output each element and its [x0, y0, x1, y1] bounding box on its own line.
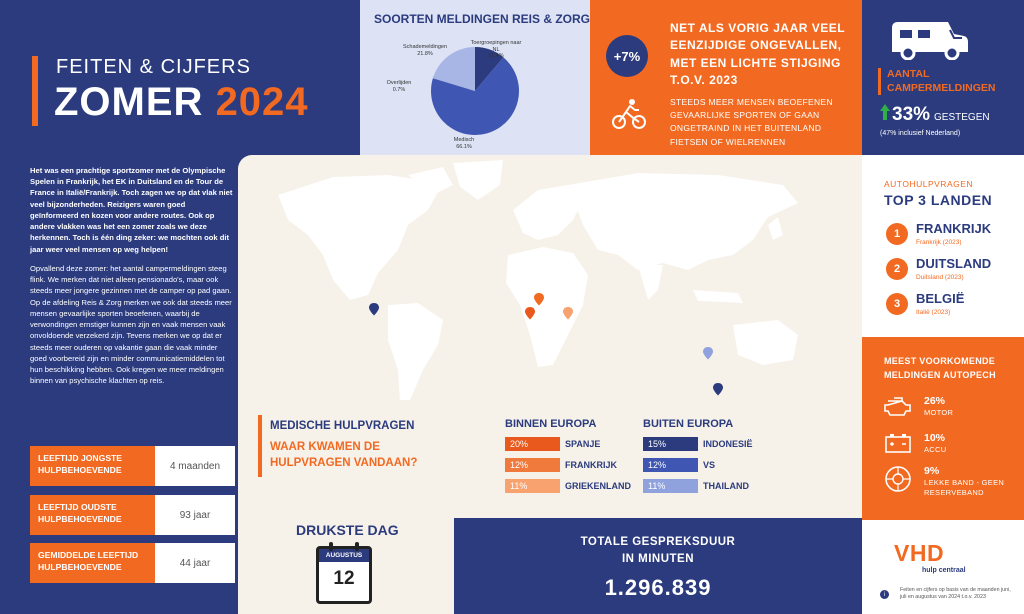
outside-pct-bar: 12%: [643, 458, 698, 472]
outside-country: VS: [703, 459, 716, 470]
outside-pct-bar: 15%: [643, 437, 698, 451]
intro-normal: Opvallend deze zomer: het aantal campermeldingen steeg flink. We merken dat niet alleen pensionado's, maar ook steeds meer jongere gezinnen met de camper op pad gaan. Op de afdeling Reis & Zorg merken we ook dat steeds meer mensen gevaarlijke sporten beoefenen, waarbij de verwondingen ernstiger kunnen zijn en vaak mensen vaak onvoldoende verzekerd zijn. Tevens merken we op dat er steeds meer ouderen op vakantie gaan die vaak minder goed voorbereid zijn en minder communicatiemiddelen tot hun beschikking hebben. Ook kregen we meer meldingen binnen van psychische klachten op reis.: [30, 263, 232, 386]
engine-icon: [884, 395, 914, 417]
camper-note: (47% inclusief Nederland): [880, 130, 961, 137]
autopech-panel: [862, 337, 1024, 520]
rank-badge: 1: [886, 223, 908, 245]
age-youngest-label: LEEFTIJD JONGSTE HULPBEHOEVENDE: [30, 446, 155, 486]
europe-pct-bar: 12%: [505, 458, 560, 472]
country-name: FRANKRIJK: [916, 221, 992, 236]
autopech-pct: 10%: [924, 432, 946, 444]
total-value: 1.296.839: [604, 574, 712, 600]
europe-country: GRIEKENLAND: [565, 480, 632, 491]
outside-group: [643, 418, 753, 499]
calendar-ring: [355, 542, 359, 551]
outside-row: [643, 478, 753, 493]
header-panel: [0, 0, 360, 155]
page-title-year: 2024: [215, 80, 309, 124]
autopech-pct: 26%: [924, 395, 946, 407]
page-title: [54, 80, 309, 125]
brand-panel: [862, 520, 1024, 614]
country-prev: Frankrijk (2023): [916, 239, 962, 246]
top3-panel: [862, 155, 1024, 337]
country-prev: Italië (2023): [916, 309, 951, 316]
autopech-label: LEKKE BAND - GEEN RESERVEBAND: [924, 478, 1005, 497]
accidents-headline: NET ALS VORIG JAAR VEEL EENZIJDIGE ONGEVALLEN, MET EEN LICHTE STIJGING T.O.V. 2023: [670, 21, 845, 88]
marker-indonesia: [713, 383, 723, 396]
world-map: [238, 155, 862, 415]
camper-icon: [890, 20, 970, 60]
marker-usa: [369, 303, 379, 316]
pie-label-toergroepingen: Toergroepingen naar NL 11.4%: [470, 40, 522, 60]
outside-row: [643, 436, 753, 451]
camper-panel: [862, 0, 1024, 155]
age-youngest: [30, 446, 235, 486]
calendar-month: AUGUSTUS: [319, 549, 369, 562]
europe-pct-bar: 11%: [505, 479, 560, 493]
top3-title: TOP 3 LANDEN: [884, 192, 993, 208]
europe-country: FRANKRIJK: [565, 459, 618, 470]
world-map-panel: [238, 155, 862, 415]
country-name: BELGIË: [916, 291, 965, 306]
age-average-value: 44 jaar: [155, 543, 235, 583]
intro-text: [0, 155, 238, 440]
page-title-main: ZOMER: [54, 80, 204, 124]
header-accent-bar: [32, 56, 38, 126]
footnote: Feiten en cijfers op basis van de maanden juni, juli en augustus van 2024 t.o.v. 2023: [900, 587, 1011, 601]
age-oldest-value: 93 jaar: [155, 495, 235, 535]
rank-badge: 2: [886, 258, 908, 280]
europe-title: BINNEN EUROPA: [505, 418, 597, 430]
camper-label: AANTAL CAMPERMELDINGEN: [878, 68, 1018, 95]
autopech-pct: 9%: [924, 465, 940, 477]
calendar-day: 12: [333, 568, 355, 589]
cyclist-icon: [612, 98, 646, 130]
outside-pct-bar: 11%: [643, 479, 698, 493]
camper-percent: 33% GESTEGEN: [892, 104, 990, 125]
tire-icon: [884, 465, 914, 495]
age-average: [30, 543, 235, 583]
outside-country: INDONESIË: [703, 438, 753, 449]
pie-label-medisch: Medisch 66.1%: [453, 137, 475, 150]
outside-title: BUITEN EUROPA: [643, 418, 734, 430]
intro-bold: Het was een prachtige sportzomer met de Olympische Spelen in Frankrijk, het EK in Duitsland en de Tour de France in Italië/Frankrijk. Toch zagen we op dat vlak niet veel bijzonderheden. Reizigers waren goed geïnformeerd en kozen voor andere routes. Ook op andere vlakken was het een zomer zoals we deze herkennen. Toch is één ding zeker: we mochten ook dit jaar weer veel mensen op weg helpen!: [30, 166, 233, 254]
autopech-title: MEEST VOORKOMENDE MELDINGEN AUTOPECH: [884, 356, 996, 380]
autopech-label: ACCU: [924, 445, 947, 454]
europe-country: SPANJE: [565, 438, 601, 449]
pie-title: SOORTEN MELDINGEN REIS & ZORG: [374, 12, 591, 26]
age-youngest-value: 4 maanden: [155, 446, 235, 486]
medical-accent-bar: [258, 415, 262, 477]
country-name: DUITSLAND: [916, 256, 992, 271]
accidents-panel: [590, 0, 862, 155]
marker-thailand: [703, 347, 713, 360]
rank-badge: 3: [886, 293, 908, 315]
medical-question: WAAR KWAMEN DE HULPVRAGEN VANDAAN?: [270, 441, 418, 469]
medical-title: MEDISCHE HULPVRAGEN: [270, 420, 415, 432]
pie-chart-panel: [360, 0, 590, 155]
country-prev: Duitsland (2023): [916, 274, 964, 281]
accidents-badge: +7%: [606, 35, 648, 77]
pie-label-overlijden: Overlijden 0.7%: [386, 80, 412, 93]
total-label: TOTALE GESPREKSDUUR IN MINUTEN: [580, 536, 736, 566]
accidents-body: STEEDS MEER MENSEN BEOEFENEN GEVAARLIJKE SPORTEN OF GAAN ONGETRAIND IN HET BUITENLAND FIETSEN OF WIELRENNEN: [670, 97, 833, 147]
europe-row: [505, 478, 631, 493]
europe-pct-bar: 20%: [505, 437, 560, 451]
top3-subtitle: AUTOHULPVRAGEN: [884, 179, 974, 189]
total-duration-panel: [454, 518, 862, 614]
calendar-icon: [316, 546, 372, 604]
europe-row: [505, 436, 631, 451]
vhd-tagline: hulp centraal: [922, 567, 966, 574]
age-oldest-label: LEEFTIJD OUDSTE HULPBEHOEVENDE: [30, 495, 155, 535]
battery-icon: [884, 432, 914, 454]
age-oldest: [30, 495, 235, 535]
calendar-ring: [329, 542, 333, 551]
age-average-label: GEMIDDELDE LEEFTIJD HULPBEHOEVENDE: [30, 543, 155, 583]
vhd-logo: VHD: [894, 540, 945, 566]
busiest-title: DRUKSTE DAG: [296, 522, 399, 538]
europe-group: [505, 418, 631, 499]
autopech-label: MOTOR: [924, 408, 954, 417]
info-icon: i: [880, 590, 889, 599]
busiest-day-panel: [238, 518, 454, 614]
outside-row: [643, 457, 753, 472]
outside-country: THAILAND: [703, 480, 749, 491]
header-subtitle: FEITEN & CIJFERS: [56, 56, 251, 78]
europe-row: [505, 457, 631, 472]
arrow-up-icon: [880, 104, 890, 120]
pie-label-schademeldingen: Schademeldingen 21.8%: [402, 44, 448, 57]
